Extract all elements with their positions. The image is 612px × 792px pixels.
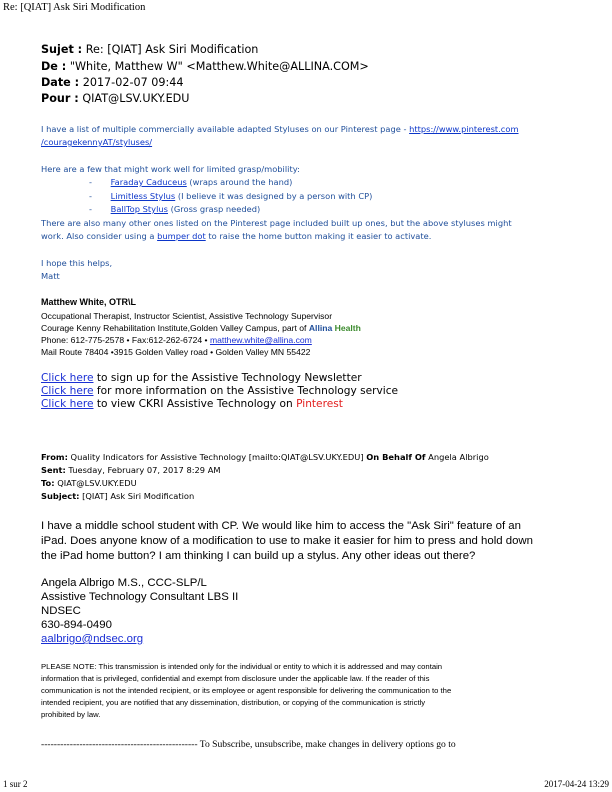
sig-mail: Mail Route 78404 •3915 Golden Valley road • Golden Valley MN 55422 (41, 347, 311, 357)
email2-sent (41, 464, 221, 477)
newsletter-text-3: to view CKRI Assistive Technology on (93, 398, 297, 410)
from-value: "White, Matthew W" <Matthew.White@ALLINA.COM> (69, 60, 369, 73)
sig-phone-text: Phone: 612-775-2578 • Fax:612-262-6724 • (41, 335, 210, 345)
newsletter-line-3 (41, 398, 343, 411)
sig-org (41, 322, 361, 334)
bullet-dash: - (89, 204, 92, 214)
sig-phone (41, 334, 312, 346)
click-here-info-link[interactable]: Click here (41, 385, 94, 397)
angela-role: Assistive Technology Consultant LBS II (41, 591, 239, 603)
newsletter-text-2: for more information on the Assistive Technology service (93, 385, 399, 397)
e2-sent-value: Tuesday, February 07, 2017 8:29 AM (65, 465, 221, 475)
bullet-1 (89, 176, 292, 189)
date-label: Date : (41, 76, 80, 89)
email1-to (41, 92, 189, 106)
also-line-1: There are also many other ones listed on the Pinterest page included built up ones, but the above styluses might (41, 218, 512, 228)
bullet-3 (89, 203, 260, 216)
bullet-dash: - (89, 177, 92, 187)
question-line-1: I have a middle school student with CP. We would like him to access the "Ask Siri" feature of an (41, 520, 521, 532)
click-here-newsletter-link[interactable]: Click here (41, 372, 94, 384)
matthew-email-link[interactable]: matthew.white@allina.com (209, 335, 312, 345)
notice-line-3: communication is not the intended recipient, or its employee or agent responsible for delivering the communication to the (41, 686, 452, 695)
notice-line-2: information that is privileged, confidential and exempt from disclosure under the applicable law. If the reader of this (41, 674, 430, 683)
email1-date (41, 76, 184, 90)
bullet-note: (I believe it was designed by a person with CP) (175, 191, 373, 201)
to-value: QIAT@LSV.UKY.EDU (82, 92, 190, 105)
to-label: Pour : (41, 92, 79, 105)
question-line-2: iPad. Does anyone know of a modification to use to make it easier for him to press and hold down (41, 535, 533, 547)
click-here-pinterest-link[interactable]: Click here (41, 398, 94, 410)
email1-from (41, 60, 369, 74)
e2-behalf-value: Angela Albrigo (425, 452, 489, 462)
allina-logo-text: Allina (308, 323, 333, 333)
sender-first-name: Matt (41, 271, 60, 281)
bullet-note: (Gross grasp needed) (167, 204, 261, 214)
e2-to-value: QIAT@LSV.UKY.EDU (54, 478, 137, 488)
from-label: De : (41, 60, 67, 73)
also-line-2 (41, 230, 431, 243)
intro-line (41, 123, 519, 136)
subject-value: Re: [QIAT] Ask Siri Modification (85, 43, 259, 56)
also-text-b: to raise the home button making it easier to activate. (205, 231, 432, 241)
balltop-stylus-link[interactable]: BallTop Stylus (110, 204, 168, 214)
newsletter-text-1: to sign up for the Assistive Technology Newsletter (93, 372, 362, 384)
pinterest-word: Pinterest (296, 398, 343, 410)
limitless-stylus-link[interactable]: Limitless Stylus (110, 191, 176, 201)
angela-email-link[interactable]: aalbrigo@ndsec.org (41, 633, 144, 645)
subscribe-line: ------------------------------------------------- To Subscribe, unsubscribe, make changes in delivery options go to (41, 739, 456, 750)
pinterest-link-cont[interactable]: /couragekennyAT/styluses/ (41, 137, 153, 147)
bumper-dot-link[interactable]: bumper dot (157, 231, 206, 241)
newsletter-line-2 (41, 385, 398, 398)
e2-subject-label: Subject: (41, 491, 80, 501)
newsletter-line-1 (41, 372, 362, 385)
date-value: 2017-02-07 09:44 (82, 76, 184, 89)
angela-name: Angela Albrigo M.S., CCC-SLP/L (41, 577, 207, 589)
email2-subject (41, 490, 194, 503)
also-text-a: work. Also consider using a (41, 231, 158, 241)
angela-phone: 630-894-0490 (41, 619, 112, 631)
e2-from-value: Quality Indicators for Assistive Technology [mailto:QIAT@LSV.UKY.EDU] (67, 452, 367, 462)
angela-email (41, 632, 143, 646)
notice-line-5: prohibited by law. (41, 710, 101, 719)
sig-org-text: Courage Kenny Rehabilitation Institute,Golden Valley Campus, part of (41, 323, 309, 333)
subject-label: Sujet : (41, 43, 83, 56)
hope-line: I hope this helps, (41, 258, 113, 268)
few-line: Here are a few that might work well for limited grasp/mobility: (41, 164, 300, 174)
notice-line-1: PLEASE NOTE: This transmission is intended only for the individual or entity to which it is addressed and may contain (41, 662, 443, 671)
page-header-title: Re: [QIAT] Ask Siri Modification (3, 2, 146, 13)
e2-behalf-label: On Behalf Of (366, 452, 426, 462)
email1-subject (41, 43, 258, 57)
footer-datetime: 2017-04-24 13:29 (544, 779, 609, 789)
e2-from-label: From: (41, 452, 68, 462)
bullet-note: (wraps around the hand) (186, 177, 293, 187)
intro-text: I have a list of multiple commercially available adapted Styluses on our Pinterest page - (41, 124, 410, 134)
bullet-2 (89, 190, 372, 203)
footer-page-number: 1 sur 2 (3, 779, 28, 789)
e2-subject-value: [QIAT] Ask Siri Modification (79, 491, 195, 501)
e2-sent-label: Sent: (41, 465, 66, 475)
email2-to (41, 477, 137, 490)
question-line-3: the iPad home button? I am thinking I can build up a stylus. Any other ideas out there? (41, 550, 476, 562)
e2-to-label: To: (41, 478, 55, 488)
bullet-dash: - (89, 191, 92, 201)
pinterest-link[interactable]: https://www.pinterest.com (409, 124, 519, 134)
email2-from (41, 451, 489, 464)
notice-line-4: intended recipient, you are notified that any dissemination, distribution, or copying of the communication is strictly (41, 698, 426, 707)
health-logo-text: Health (334, 323, 361, 333)
faraday-caduceus-link[interactable]: Faraday Caduceus (110, 177, 187, 187)
intro-line-2 (41, 136, 152, 149)
sig-title: Occupational Therapist, Instructor Scientist, Assistive Technology Supervisor (41, 311, 333, 321)
sig-name: Matthew White, OTR\L (41, 297, 136, 307)
angela-org: NDSEC (41, 605, 81, 617)
